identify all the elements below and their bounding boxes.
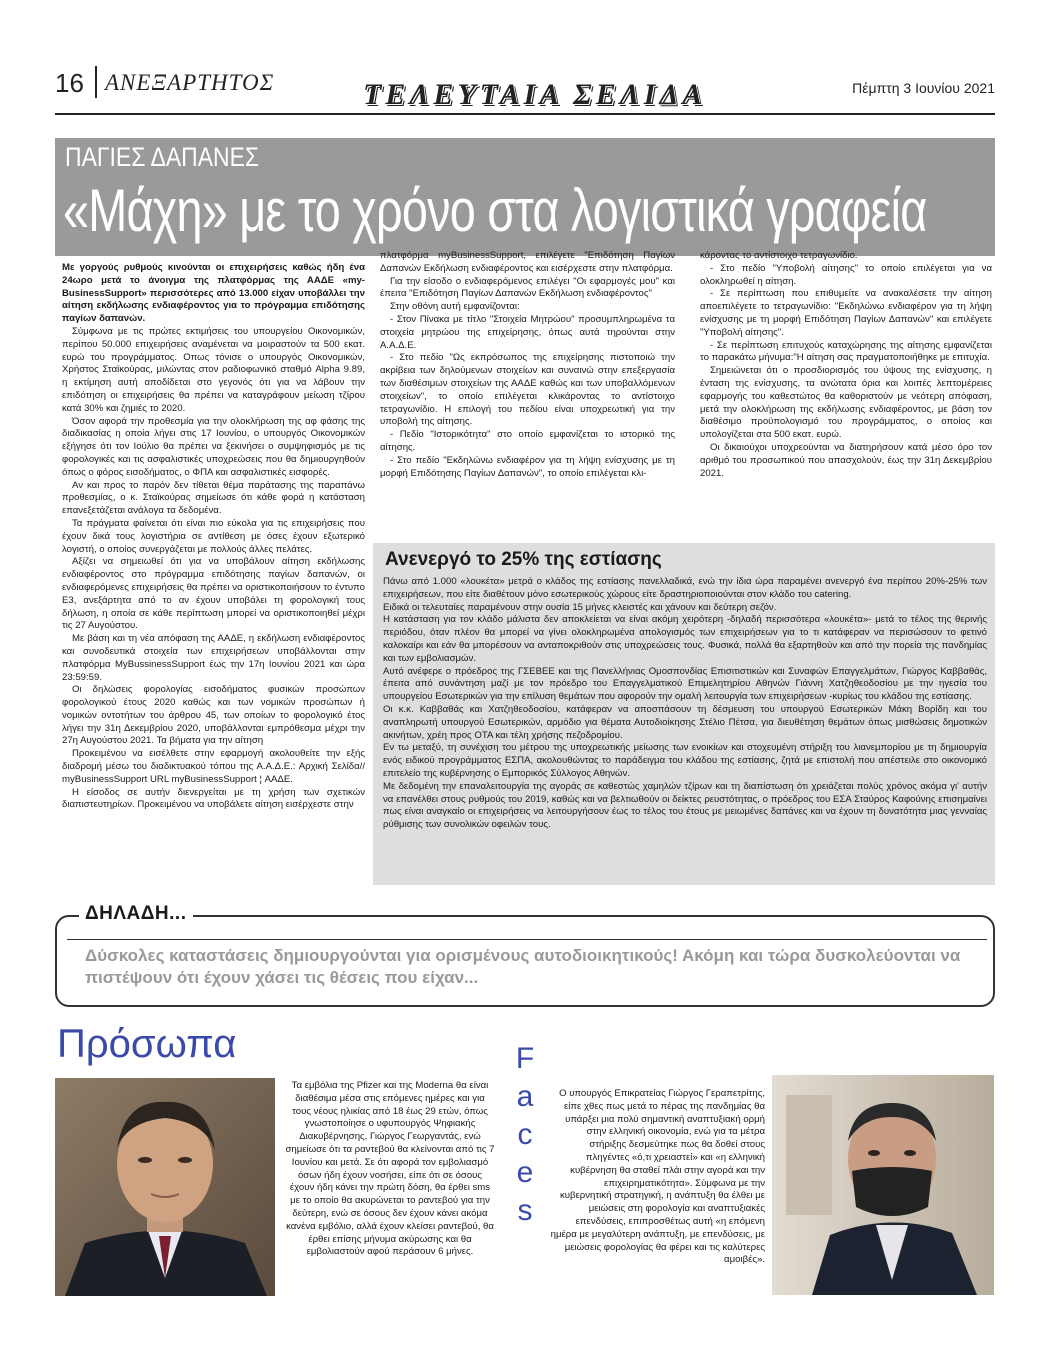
- article-column-3: [700, 250, 992, 480]
- paragraph: κάροντας το αντίστοιχο τετραγωνίδιο.: [700, 250, 858, 261]
- headline-banner: [55, 138, 995, 256]
- dilladi-box: [55, 903, 995, 1007]
- paragraph: - Στο πεδίο "Ως εκπρόσωπος της επιχείρησης πιστοποιώ την ακρίβεια των δηλούμενων στοιχείων και συναινώ στην επεξεργασία των διαθέσιμων στοιχείων της ΑΑΔΕ καθώς και των υποβαλλόμενων στοιχείων", το οποίο επιλέγεται κλικάροντας το αντίστοιχο τετραγωνίδιο. Η επιλογή του πεδίου είναι υποχρεωτική για την υποβολή της αίτησης.: [380, 352, 675, 428]
- paragraph: Οι δηλώσεις φορολογίας εισοδήματος φυσικών προσώπων φορολογικού έτους 2020 καθώς και των νομικών προσώπων ή νομικών οντοτήτων του άρθρου 45, των οποίων το φορολογικό έτος λήγει την 31η Δεκεμβρίου 2020, υποβάλλονται εμπρόθεσμα μέχρι την 27η Αυγούστου 2021. Τα βήματα για την αίτηση: [62, 684, 365, 747]
- paragraph: Ειδικά οι τελευταίες παραμένουν στην ουσία 15 μήνες κλειστές και χάνουν και δεύτερη σεζόν.: [383, 601, 777, 613]
- page-header: [55, 62, 995, 112]
- faces-letter: a: [516, 1080, 534, 1113]
- issue-date: Πέμπτη 3 Ιουνίου 2021: [852, 80, 995, 96]
- paragraph: - Πεδίο "Ιστορικότητα" στο οποίο εμφανίζεται το ιστορικό της αίτησης.: [380, 429, 675, 453]
- paragraph: Οι κ.κ. Καββαθάς και Χατζηθεοδοσίου, κατάφεραν να αποσπάσουν τη δέσμευση του υπουργού Εσωτερικών Μάκη Βορίδη και του αναπληρωτή υπουργού Εσωτερικών, αρμόδιο για θέματα Αυτοδιοίκησης Στέλιο Πέτσα, για διευθέτηση θεμάτων όπως μισθώσεις δημοτικών ακινήτων, χρέη προς ΟΤΑ και τέλη χρήσης πεζοδρομίου.: [383, 703, 987, 741]
- faces-letter: c: [517, 1118, 533, 1151]
- portrait-photo-right: [772, 1075, 994, 1295]
- paragraph: Τα πράγματα φαίνεται ότι είναι πιο εύκολα για τις επιχειρήσεις που έχουν δικά τους λογιστήρια σε αντίθεση με όσες έχουν εξωτερικό λογιστή, ο οποίος συνεργάζεται με πολλούς άλλες πελάτες.: [62, 517, 365, 555]
- sidebar-body: [383, 576, 987, 832]
- paragraph: - Στο πεδίο "Υποβολή αίτησης" το οποίο επιλέγεται για να ολοκληρωθεί η αίτηση.: [700, 262, 992, 287]
- caption-left: Τα εμβόλια της Pfizer και της Moderna θα είναι διαθέσιμα μέσα στις επόμενες ημέρες και για τους νέους ηλικίας από 18 έως 29 ετών, όπως γνωστοποίησε ο υφυπουργός Ψηφιακής Διακυβέρνησης, Γιώργος Γεωργαντάς, ενώ σημείωσε ότι τα ραντεβού θα κλείνονται από τις 7 Ιουνίου και μετά. Σε ότι αφορά τον εμβολιασμό όσων ήδη έχουν νοσήσει, είπε ότι σε όσους έχουν ήδη κάνει την πρώτη δόση, θα έρθει sms με το οποίο θα ακυρώνεται το ραντεβού για την δεύτερη, ενώ σε όσους δεν έχουν κάνει ακόμα κανένα εμβόλιο, αλλά έχουν κλείσει ραντεβού, θα έρθει επίσης μήνυμα ακύρωσης και θα εμβολιαστούν αφού περάσουν 6 μήνες.: [285, 1080, 495, 1258]
- prosopa-title: Πρόσωπα: [57, 1022, 237, 1066]
- article-title: «Μάχη» με το χρόνο στα λογιστικά γραφεία: [63, 177, 927, 244]
- paragraph: - Στον Πίνακα με τίτλο "Στοιχεία Μητρώου" προσυμπληρωμένα τα στοιχεία μητρώου της επιχείρησης, όπως αυτά τηρούνται στην Α.Α.Δ.Ε.: [380, 313, 675, 351]
- paragraph: Η είσοδος σε αυτήν διενεργείται με τη χρήση των σχετικών διαπιστευτηρίων. Προκειμένου να υποβάλετε αίτηση εισέρχεστε στην: [62, 786, 365, 811]
- paragraph: Οι δικαιούχοι υποχρεούνται να διατηρήσουν κατά μέσο όρο τον αριθμό του προσωπικού που απασχολούν, έως την 31η Δεκεμβρίου 2021.: [700, 441, 992, 479]
- article-kicker: ΠΑΓΙΕΣ ΔΑΠΑΝΕΣ: [65, 142, 260, 172]
- dilladi-text: Δύσκολες καταστάσεις δημιουργούνται για ορισμένους αυτοδιοικητικούς! Ακόμη και τώρα δυσκολεύονται να πιστέψουν ότι έχουν χάσει τις θέσεις που είχαν...: [85, 946, 961, 987]
- paragraph: Με δεδομένη την επαναλειτουργία της αγοράς σε καθεστώς χαμηλών τζίρων και τη διαπίστωση ότι χρειάζεται πολύς χρόνος ακόμα γι' αυτήν να επανέλθει στους ρυθμούς του 2019, καθώς και να βελτιωθούν οι δείκτες ρευστότητας, ο πρόεδρος του ΕΣΑ Σταύρος Καφούνης επισημαίνει πως είναι αναγκαίο οι επιχειρήσεις να λειτουργήσουν έως το τέλος του έτους με μειωμένες δαπάνες και να έχουν τη δυνατότητα μιας γενναίας ρύθμισης των συνολικών οφειλών τους.: [383, 780, 987, 831]
- paragraph: Σύμφωνα με τις πρώτες εκτιμήσεις του υπουργείου Οικονομικών, περίπου 50.000 επιχειρήσεις αναμένεται να μοιραστούν τα 500 εκατ. ευρώ του προγράμματος. Οπως τόνισε ο υπουργός Οικονομικών, Χρήστος Σταϊκούρας, μιλώντας στον ραδιοφωνικό σταθμό Alpha 9.89, η εκτίμηση αυτή αποδίδεται στο γεγονός ότι για να λάβουν την επιδότηση οι επιχειρήσεις θα πρέπει να καταγράφουν μείωση τζίρου κατά 30% και ζημιές το 2020.: [62, 325, 365, 414]
- portrait-photo-left: [55, 1078, 275, 1296]
- faces-vertical-title: [510, 1040, 540, 1230]
- paragraph: Αξίζει να σημειωθεί ότι για να υποβάλουν αίτηση εκδήλωσης ενδιαφέροντος στο πρόγραμμα επιδότησης παγίων δαπανών, οι ενδιαφερόμενες επιχειρήσεις θα πρέπει να οριστικοποιήσουν το έντυπο Ε3, ανεξάρτητα από το αν έχουν υποβάλει τη φορολογική τους δήλωση, η οποία σε κάθε περίπτωση μπορεί να οριστικοποιηθεί μέχρι τις 27 Αυγούστου.: [62, 556, 365, 632]
- paragraph: Για την είσοδο ο ενδιαφερόμενος επιλέγει "Οι εφαρμογές μου" και έπειτα "Επιδότηση Παγίων Δαπανών Εκδήλωση ενδιαφέροντος": [380, 275, 675, 300]
- paragraph: Στην οθόνη αυτή εμφανίζονται:: [390, 301, 520, 313]
- paragraph: Η κατάσταση για τον κλάδο μάλιστα δεν αποκλείεται να είναι ακόμη χειρότερη -δηλαδή περισσότερα «λουκέτα»- μετά το τέλος της θερινής περιόδου, όταν πλέον θα μπορεί να γίνει ολοκληρωμένα απολογισμός των επιχειρήσεων για το τι κατάφεραν να περισώσουν το φετινό καλοκαίρι και εάν θα μπορέσουν να ανταποκριθούν στις υποχρεώσεις τους. Φυσικά, πολλά θα εξαρτηθούν και από την πορεία της πανδημίας και των εμβολιασμών.: [383, 614, 987, 664]
- paragraph: - Σε περίπτωση που επιθυμείτε να ανακαλέσετε την αίτηση αποεπιλέγετε το τετραγωνίδιο: "Εκδηλώνω ενδιαφέρον για τη λήψη ενίσχυσης με τη μορφή Επιδότηση Παγίων Δαπανών" και επιλέγετε "Υποβολή αίτησης".: [700, 288, 992, 338]
- page-number: 16: [55, 68, 84, 98]
- dilladi-rule: [67, 939, 987, 940]
- section-title: ΤΕΛΕΥΤΑΙΑ ΣΕΛΙΔΑ: [363, 78, 707, 111]
- portrait-illustration: [772, 1075, 994, 1295]
- header-divider: [95, 66, 97, 98]
- paragraph: Με βάση και τη νέα απόφαση της ΑΑΔΕ, η εκδήλωση ενδιαφέροντος και συνοδευτικά στοιχεία των επιχειρήσεων υποβάλλονται στην πλατφόρμα MyBussinessSupport έως την 17η Ιουνίου 2021 και ώρα 23:59:59.: [62, 633, 365, 683]
- sidebar-box: [373, 543, 995, 885]
- paragraph: Σημειώνεται ότι ο προσδιορισμός του ύψους της ενίσχυσης, η ένταση της ενίσχυσης, τα ανώτατα όρια και λοιπές λεπτομέρειες εφαρμογής του καθεστώτος θα καθοριστούν με νεότερη απόφαση, μετά την ολοκλήρωση της εκδήλωσης ενδιαφέροντος, με βάση τον διαθέσιμο προϋπολογισμό του προγράμματος, ο οποίος και υπολογίζεται στα 500 εκατ. ευρώ.: [700, 365, 992, 441]
- sidebar-title: Ανενεργό το 25% της εστίασης: [385, 549, 662, 570]
- paragraph: - Στο πεδίο "Εκδηλώνω ενδιαφέρον για τη λήψη ενίσχυσης με τη μορφή Επιδότησης Παγίων Δαπανών", το οποίο επιλέγεται κλι-: [380, 454, 675, 479]
- paragraph: Αυτό ανέφερε ο πρόεδρος της ΓΣΕΒΕΕ και της Πανελλήνιας Ομοσπονδίας Επισιτιστικών και Συναφών Επαγγελμάτων, Γιώργος Καββαθάς, έπειτα από συνάντηση μαζί με τον πρόεδρο του Επαγγελματικού Επιμελητηρίου Αθηνών Γιάννη Χατζηθεοδοσίου με την ηγεσία του υπουργείου Εσωτερικών για την επίλυση θεμάτων που αφορούν την ομαλή λειτουργία των επιχειρήσεων -κυρίως του κλάδου της εστίασης.: [383, 665, 987, 703]
- paragraph: Προκειμένου να εισέλθετε στην εφαρμογή ακολουθείτε την εξής διαδρομή μέσω του διαδικτυακού τόπου της Α.Α.Δ.Ε.: Αρχική Σελίδα// myBusinessSupport URL myBusinessSupport ¦ ΑΑΔΕ.: [62, 748, 365, 785]
- article-lead: Με γοργούς ρυθμούς κινούνται οι επιχειρήσεις καθώς ήδη ένα 24ωρο μετά το άνοιγμα της πλατφόρμας της ΑΑΔΕ «my-BusinessSupport» περισσότερες από 13.000 είχαν υποβάλλει την αίτηση εκδήλωσης ενδιαφέροντος για το πρόγραμμα επιδότησης παγίων δαπανών.: [62, 262, 365, 325]
- newspaper-name: ΑΝΕΞΑΡΤΗΤΟΣ: [105, 70, 275, 95]
- caption-right: Ο υπουργός Επικρατείας Γιώργος Γεραπετρίτης, είπε χθες πως μετά το πέρας της πανδημίας θα υπάρξει μια πολύ σημαντική αναπτυξιακή ορμή στην ελληνική οικονομία, ενώ για τα μέτρα στήριξης δεσμεύτηκε πως θα δοθεί στους πληγέντες «ό,τι χρειαστεί» και «η ελληνική κυβέρνηση θα σταθεί πλάι στην αγορά και την επιχειρηματικότητα». Σύμφωνα με την κυβερνητική στρατηγική, η ανάπτυξη θα έλθει με μειώσεις στη φορολογία και αναπτυξιακές επενδύσεις, επιπροσθέτως αυτή «η επόμενη ημέρα με μεγαλύτερη ανάπτυξη, με επενδύσεις, με μειώσεις φορολογίας θα φέρει και τις καλύτερες αμοιβές».: [550, 1088, 765, 1266]
- paragraph: Αν και προς το παρόν δεν τίθεται θέμα παράτασης της παραπάνω προθεσμίας, ο κ. Σταϊκούρας σημείωσε ότι κάθε φορά η κατάσταση επανεξετάζεται ανάλογα τα δεδομένα.: [62, 479, 365, 517]
- faces-letter: e: [516, 1156, 534, 1189]
- paragraph: - Σε περίπτωση επιτυχούς καταχώρησης της αίτησης εμφανίζεται το παρακάτω μήνυμα:"Η αίτηση σας πραγματοποιήθηκε με επιτυχία.: [700, 339, 992, 364]
- faces-letter: F: [515, 1042, 535, 1075]
- paragraph: Εν τω μεταξύ, τη συνέχιση του μέτρου της υποχρεωτικής μείωσης των ενοικίων και στοχευμένη στήριξη του λιανεμπορίου με τη δημιουργία ενός ειδικού προγράμματος ΕΣΠΑ, ακολουθώντας το παράδειγμα του κλάδου της εστίασης, ζητά με επιστολή που απέστειλε στο οικονομικό επιτελείο της κυβέρνησης ο Εμπορικός Σύλλογος Αθηνών.: [383, 742, 987, 779]
- faces-letter: s: [517, 1194, 533, 1227]
- article-column-2: [380, 250, 675, 480]
- dilladi-label: ΔΗΛΑΔΗ...: [79, 903, 193, 925]
- paragraph: πλατφόρμα myBusinessSupport, επιλέγετε "Επιδότηση Παγίων Δαπανών Εκδήλωση ενδιαφέροντος και εισέρχεστε στην πλατφόρμα.: [380, 250, 675, 274]
- portrait-illustration: [55, 1078, 275, 1296]
- paragraph: Πάνω από 1.000 «λουκέτα» μετρά ο κλάδος της εστίασης πανελλαδικά, ενώ την ίδια ώρα παραμένει ανενεργό ένα περίπου 20%-25% των επιχειρήσεων, που είτε διαθέτουν μόνο εσωτερικούς χώρους είτε δραστηριοποιούνται στον κλάδο του catering.: [383, 576, 987, 600]
- header-rule: [55, 113, 995, 115]
- paragraph: Όσον αφορά την προθεσμία για την ολοκλήρωση της αφ φάσης της διαδικασίας η οποία λήγει στις 17 Ιουνίου, ο υπουργός Οικονομικών εξήγησε ότι τον Ιούλιο θα πρέπει να ξεκινήσει ο συμψηφισμός με τις φορολογικές και τις ασφαλιστικές υποχρεώσεις που θα δημιουργηθούν όπως ο φόρος εισοδήματος, ο ΦΠΑ και ασφαλιστικές εισφορές.: [62, 415, 365, 478]
- article-column-1: [62, 262, 365, 812]
